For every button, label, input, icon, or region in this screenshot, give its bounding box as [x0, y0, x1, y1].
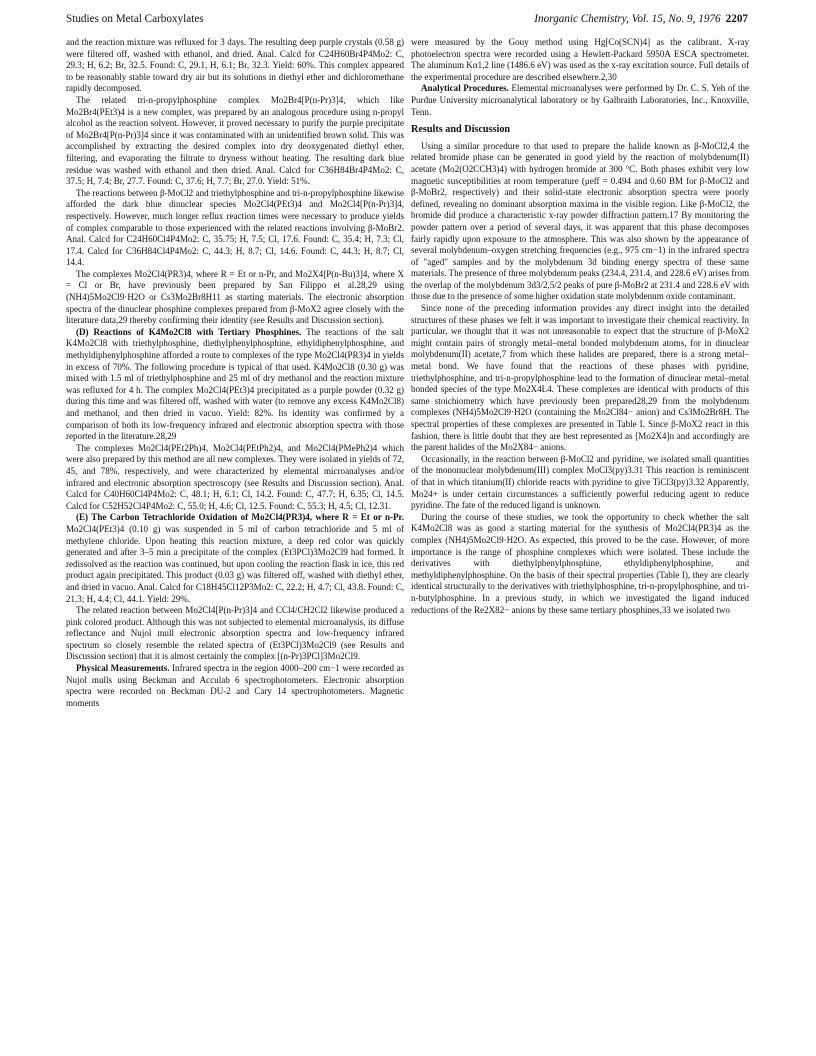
journal-volume: Vol. 15, No. 9, 1976	[631, 13, 721, 25]
left-column	[66, 37, 404, 709]
running-title: Studies on Metal Carboxylates	[66, 13, 204, 25]
paragraph: The related tri-n-propylphosphine complex Mo2Br4[P(n-Pr)3]4, which like Mo2Br4(PEt3)4 is a new complex, was prepared by an analogous procedure using n-propyl alcohol as the reaction solvent. However, it proved necessary to purify the purple precipitate of Mo2Br4[P(n-Pr)3]4 since it was contaminated with an unidentified brown solid. This was accomplished by extracting the desired complex into dry deoxygenated diethyl ether, filtering, and evaporating the filtrate to dryness without heating. The resulting dark blue residue was washed with ethanol and then dried. Anal. Calcd for C36H84Br4P4Mo2: C, 37.5; H, 7.4; Br, 27.7. Found: C, 37.6; H, 7.7; Br, 27.0. Yield: 51%.	[66, 94, 404, 187]
section-title: Results and Discussion	[411, 124, 511, 136]
subsection-heading: Analytical Procedures.	[421, 83, 509, 94]
paragraph: The reactions between β-MoCl2 and triethylphosphine and tri-n-propylphosphine likewise afforded the dark blue dinuclear species Mo2Cl4(PEt3)4 and Mo2Cl4[P(n-Pr)3]4, respectively. However, much longer reflux reaction times were necessary to produce yields of complex comparable to those experienced with the related reactions involving β-MoBr2. Anal. Calcd for C24H60Cl4P4Mo2: C, 35.75; H, 7.5; Cl, 17.6. Found: C, 35.4; H, 7.3; Cl, 17.4. Calcd for C36H84Cl4P4Mo2: C, 44.3; H, 8.7; Cl, 14.6. Found: C, 44.3; H, 8.7; Cl, 14.4.	[66, 187, 404, 268]
subsection-text: Infrared spectra in the region 4000–200 cm−1 were recorded as Nujol mulls using Beckman and Acculab 6 spectrophotometers. Electronic absorption spectra were recorded on Beckman DU-2 and Cary 14 spectrophotometers. Magnetic moments	[66, 663, 404, 708]
subsection-heading: Physical Measurements.	[76, 663, 170, 674]
subsection-text: Elemental microanalyses were performed by Dr. C. S. Yeh of the Purdue University microanalytical laboratory or by Galbraith Laboratories, Inc., Knoxville, Tenn.	[411, 83, 749, 117]
page-number: 2207	[725, 13, 748, 25]
paragraph: Occasionally, in the reaction between β-MoCl2 and pyridine, we isolated small quantities of the mononuclear molybdenum(III) complex MoCl3(py)3.31 This reaction is reminiscent of that in which titanium(II) chloride reacts with pyridine to give TiCl3(py)3.32 Apparently, Mo24+ is under certain circumstances a sufficiently powerful reducing agent to reduce pyridine. The fate of the reduced ligand is unknown.	[411, 453, 749, 511]
paragraph: Using a similar procedure to that used to prepare the halide known as β-MoCl2,4 the related bromide phase can be generated in good yield by the reaction of molybdenum(II) acetate (Mo2(O2CCH3)4) with hydrogen bromide at 300 °C. Both phases exhibit very low magnetic susceptibilities at room temperature (μeff = 0.494 and 0.60 BM for β-MoCl2 and β-MoBr2, respectively) and their solid-state electronic absorption spectra were poorly defined, revealing no dominant absorption maxima in the visible region. Like β-MoCl2, the bromide did produce a characteristic x-ray powder diffraction pattern.17 By monitoring the powder pattern over a period of several days, it was apparent that this phase decomposes fairly rapidly upon exposure to the atmosphere. This was also shown by the appearance of several molybdenum–oxygen stretching frequencies (e.g., 975 cm−1) in the infrared spectra of "aged" samples and by the molybdenum 3d binding energy spectra of these same materials. The presence of three molybdenum peaks (234.4, 231.4, and 228.6 eV) arises from the overlap of the molybdenum 3d3/2,5/2 peaks of pure β-MoBr2 at 231.4 and 228.6 eV with those due to the presence of some higher oxidation state molybdenum oxide contaminant.	[411, 140, 749, 302]
paragraph: The complexes Mo2Cl4(PR3)4, where R = Et or n-Pr, and Mo2X4[P(n-Bu)3]4, where X = Cl or Br, have previously been prepared by San Filippo et al.28,29 using (NH4)5Mo2Cl9·H2O or Cs3Mo2Br8H11 as starting materials. The electronic absorption spectra of the dinuclear phosphine complexes prepared from β-MoX2 agree closely with the literature data,29 thereby confirming their identity (see Results and Discussion section).	[66, 268, 404, 326]
journal-name: Inorganic Chemistry,	[534, 13, 629, 25]
paragraph: Since none of the preceding information provides any direct insight into the detailed structures of these phases we felt it was important to investigate their chemical reactivity. In particular, we thought that it was not unreasonable to expect that the structure of β-MoX2 might contain pairs of strongly metal–metal bonded molybdenum atoms, for in dinuclear molybdenum(II) acetate,7 from which these halides are prepared, there is a strong metal–metal bond. We have found that the reactions of these phases with pyridine, triethylphosphine, and tri-n-propylphosphine lead to the formation of dinuclear metal–metal bonded species of the type Mo2X4L4. These complexes are identical with products of this same stoichiometry which have previously been prepared28,29 from the molybdenum complexes (NH4)5Mo2Cl9·H2O (containing the Mo2Cl84− anion) and Cs3Mo2Br8H. The spectral properties of these complexes are presented in Table I. Since β-MoX2 react in this fashion, there is little doubt that they are best represented as [Mo2X4]n and accordingly are the parent halides of the Mo2X84− anions.	[411, 303, 749, 453]
subsection-text: Mo2Cl4(PEt3)4 (0.10 g) was suspended in 5 ml of carbon tetrachloride and 5 ml of methylene chloride. Upon heating this reaction mixture, a deep red color was quickly generated and after 3–5 min a precipitate of the complex (Et3PCl)3Mo2Cl9 had formed. It redissolved as the reaction was continued, but upon cooling the reaction flask in ice, this red product again precipitated. This product (0.03 g) was filtered off, washed with diethyl ether, and dried in vacuo. Anal. Calcd for C18H45Cl12P3Mo2: C, 22.2; H, 4.7; Cl, 43.8. Found: C, 21.3; H, 4.4; Cl, 44.1. Yield: 29%.	[66, 523, 404, 604]
running-header	[66, 11, 748, 27]
subsection-text: The reactions of the salt K4Mo2Cl8 with triethylphosphine, diethylphenylphosphine, ethyldiphenylphosphine, and methyldiphenylphosphine afforded a route to complexes of the type Mo2Cl4(PR3)4 in yields in excess of 70%. The following procedure is typical of that used. K4Mo2Cl8 (0.30 g) was mixed with 1.5 ml of triethylphosphine and 25 ml of dry methanol and the reaction mixture was refluxed for 4 h. The complex Mo2Cl4(PEt3)4 precipitated as a purple powder (0.32 g) during this time and was filtered off, washed with water (to remove any excess K4Mo2Cl8) and methanol, and then dried in vacuo. Yield: 82%. Its identity was confirmed by a comparison of both its low-frequency infrared and electronic absorption spectra with those reported in the literature.28,29	[66, 326, 404, 442]
subsection-heading: (E) The Carbon Tetrachloride Oxidation of Mo2Cl4(PR3)4, where R = Et or n-Pr.	[76, 512, 404, 523]
subsection-d	[66, 327, 404, 443]
subsection-heading: (D) Reactions of K4Mo2Cl8 with Tertiary Phosphines.	[76, 326, 302, 337]
journal-citation	[534, 11, 748, 27]
subsection-e	[66, 512, 404, 605]
physical-measurements	[66, 663, 404, 709]
paragraph: The related reaction between Mo2Cl4[P(n-Pr)3]4 and CCl4/CH2Cl2 likewise produced a pink colored product. Although this was not subjected to elemental microanalysis, its diffuse reflectance and Nujol mull electronic absorption spectra and low-frequency infrared spectrum so closely resemble the related spectra of (Et3PCl)3Mo2Cl9 (see Results and Discussion section) that it is almost certainly the complex [(n-Pr)3PCl]3Mo2Cl9.	[66, 605, 404, 662]
analytical-procedures	[411, 83, 749, 118]
right-column	[411, 37, 749, 616]
paragraph: and the reaction mixture was refluxed for 3 days. The resulting deep purple crystals (0.58 g) were filtered off, washed with ethanol, and dried. Anal. Calcd for C24H60Br4P4Mo2: C, 29.3; H, 6.2; Br, 32.5. Found: C, 29.1, H, 6.1; Br, 32.3. Yield: 60%. This complex appeared to be reasonably stable toward dry air but its solutions in diethyl ether and dichloromethane rapidly decomposed.	[66, 37, 404, 94]
paragraph: were measured by the Gouy method using Hg[Co(SCN)4] as the calibrant. X-ray photoelectron spectra were recorded using a Hewlett-Packard 5950A ESCA spectrometer. The aluminum Kα1,2 line (1486.6 eV) was used as the x-ray excitation source. Full details of the experimental procedure are described elsewhere.2,30	[411, 37, 749, 82]
paragraph: During the course of these studies, we took the opportunity to check whether the salt K4Mo2Cl8 was as good a starting material for the synthesis of Mo2Cl4(PR3)4 as the complex (NH4)5Mo2Cl9·H2O. As expected, this proved to be the case. However, of more importance is the range of phosphine complexes which were isolated. These include the derivatives with diethylphenylphosphine, ethyldiphenylphosphine, and methyldiphenylphosphine. On the basis of their spectral properties (Table I), they are clearly identical structurally to the derivatives with triethylphosphine, tri-n-propylphosphine, and tri-n-butylphosphine. In a previous study, in which we investigated the ligand induced reductions of the Re2X82− anions by these same tertiary phosphines,33 we isolated two	[411, 511, 749, 615]
paragraph: The complexes Mo2Cl4(PEt2Ph)4, Mo2Cl4(PEtPh2)4, and Mo2Cl4(PMePh2)4 which were also prepared by this method are all new complexes. They were isolated in yields of 72, 45, and 78%, respectively, and were characterized by elemental microanalyses and/or infrared and electronic absorption spectroscopy (see Results and Discussion section). Anal. Calcd for C40H60Cl4P4Mo2: C, 48.1; H, 6.1; Cl, 14.2. Found: C, 47.7; H, 6.35; Cl, 14.5. Calcd for C52H52Cl4P4Mo2: C, 55.0; H, 4.6; Cl, 12.5. Found: C, 55.3; H, 4.5; Cl, 12.31.	[66, 442, 404, 511]
